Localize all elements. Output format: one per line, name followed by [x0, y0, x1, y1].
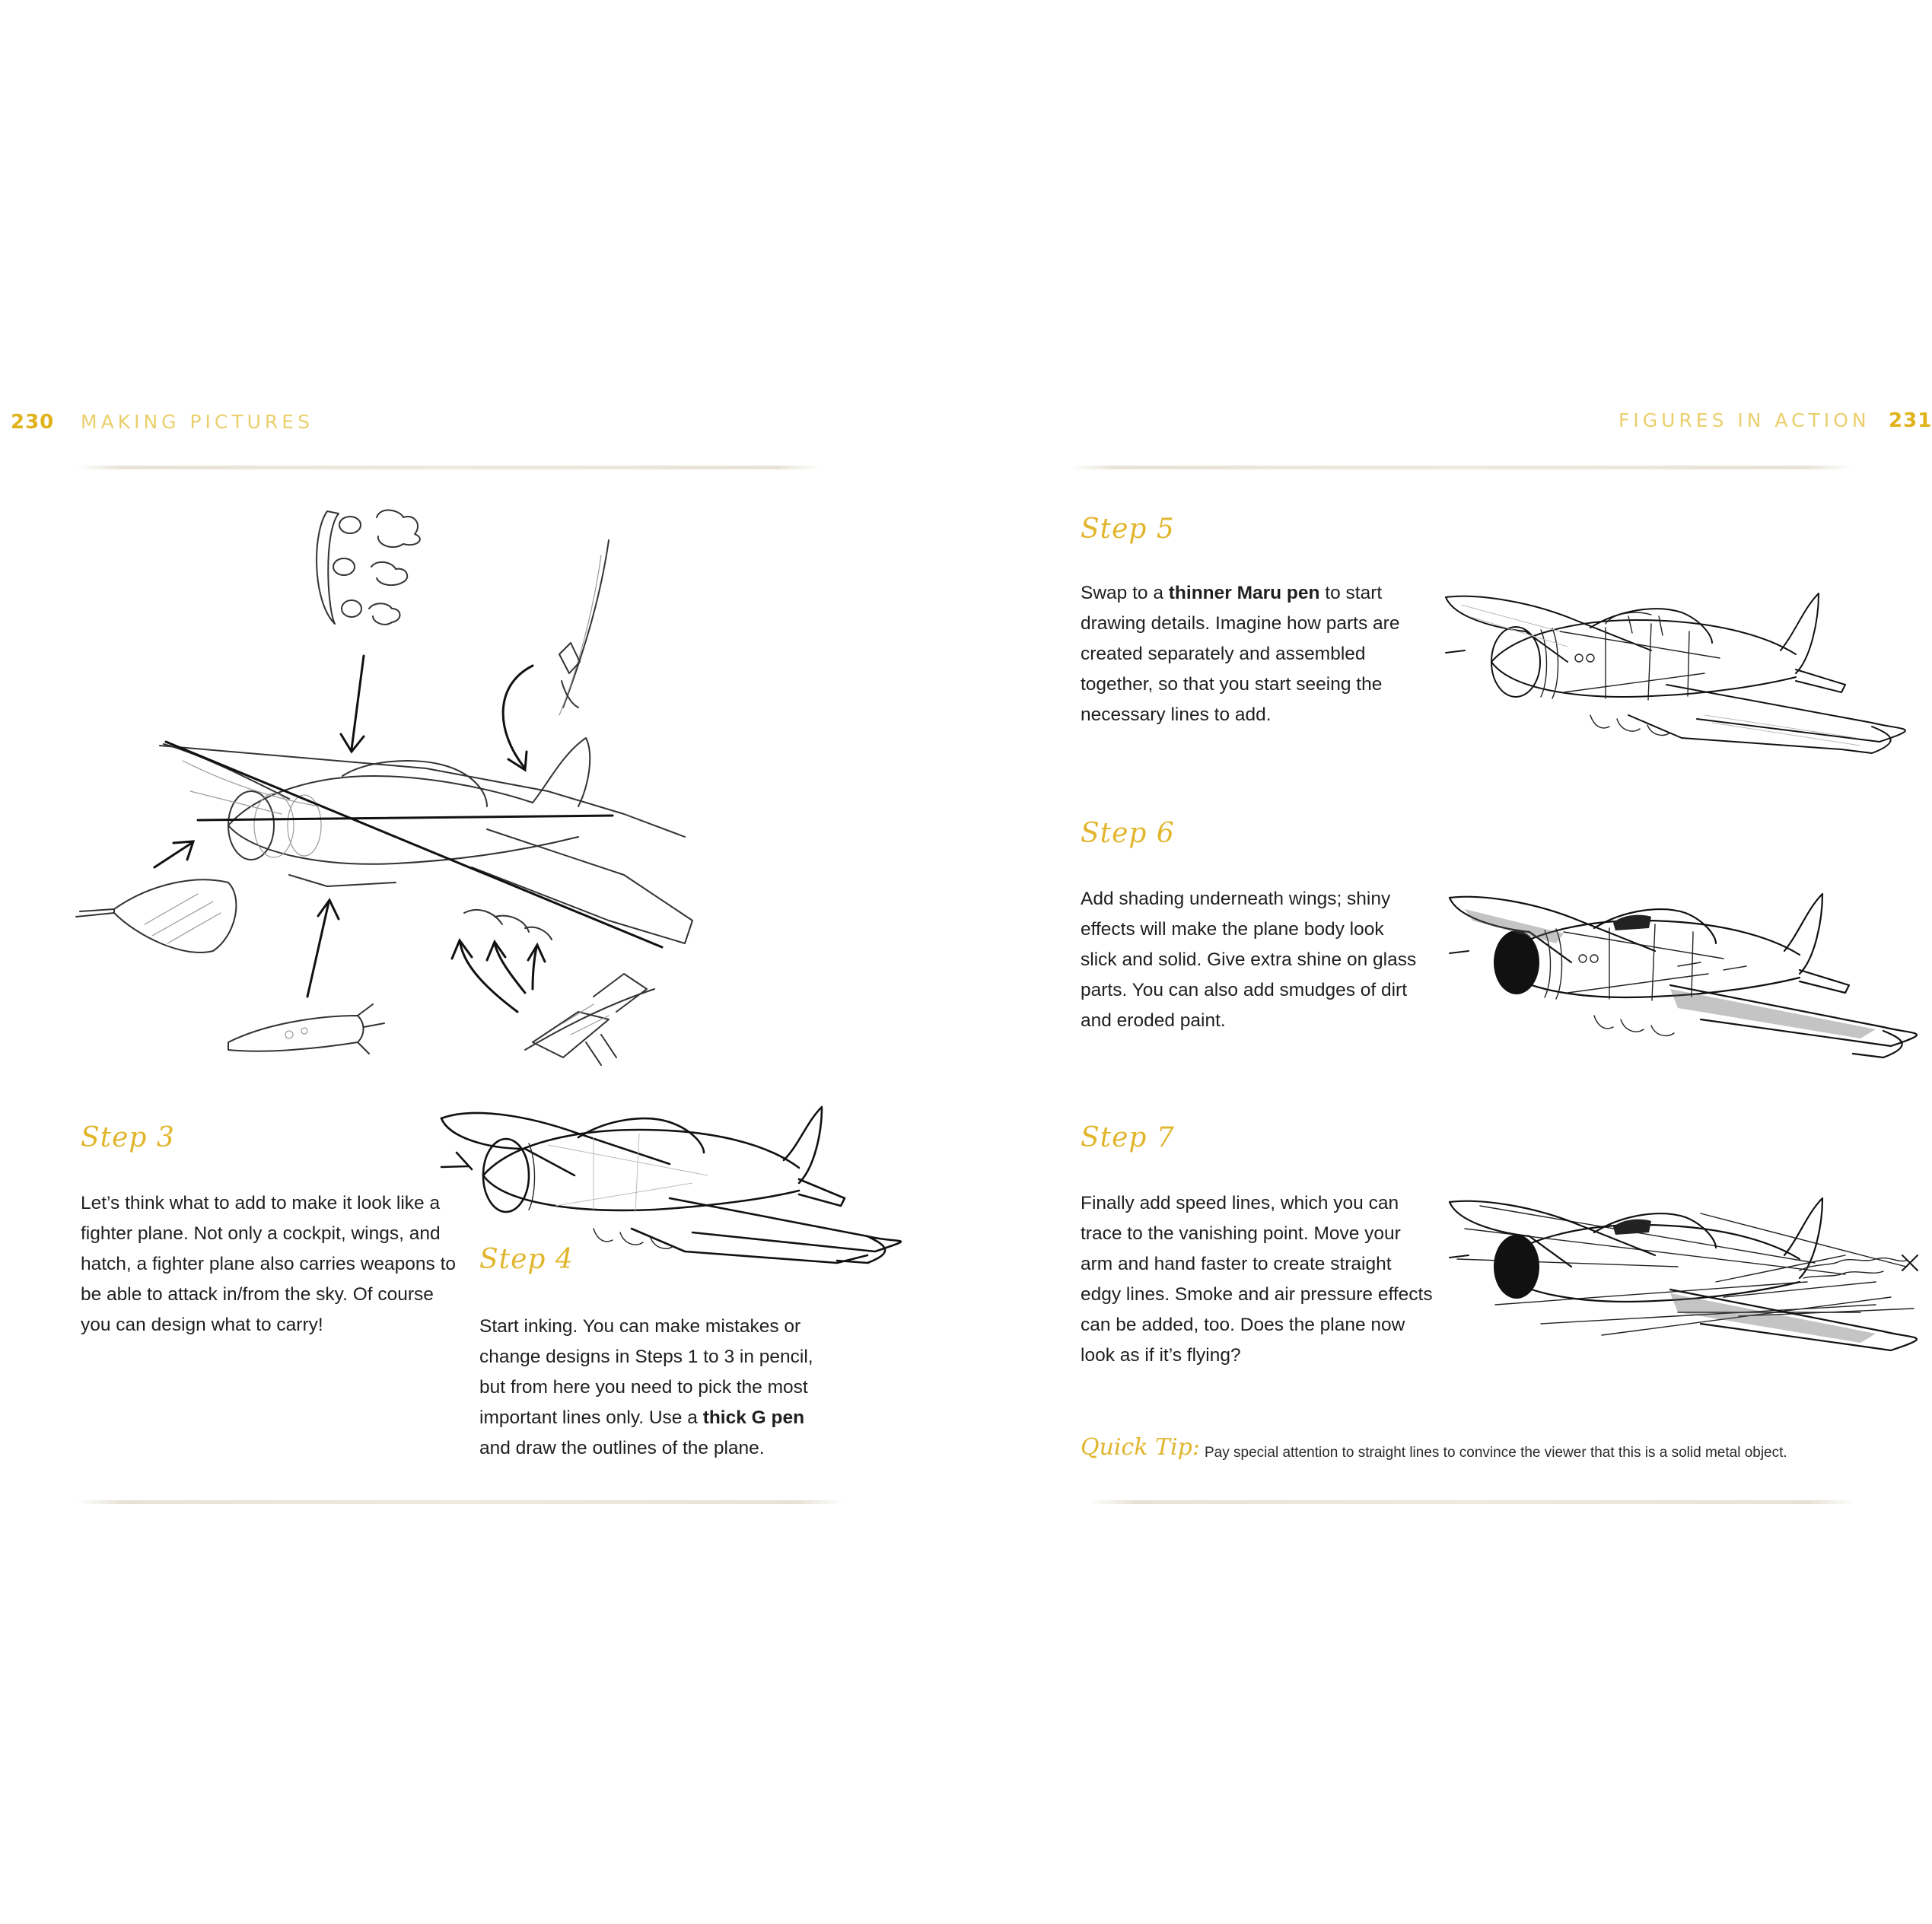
step4-line4-bold: thick G pen	[702, 1407, 805, 1428]
step3-line: you can design what to carry!	[81, 1315, 323, 1335]
step5-line1-post: to start	[1319, 583, 1383, 603]
step7-title: Step 7	[1081, 1122, 1175, 1153]
step4-line: change designs in Steps 1 to 3 in pencil,	[479, 1347, 813, 1367]
step7-line: arm and hand faster to create straight	[1081, 1254, 1392, 1274]
step3-line: Let’s think what to add to make it look like a	[81, 1193, 441, 1213]
step4-line: but from here you need to pick the most	[479, 1377, 808, 1398]
step6-line: and eroded paint.	[1081, 1010, 1226, 1031]
step3-line: hatch, a fighter plane also carries weapons to	[81, 1254, 457, 1274]
step7-line: look as if it’s flying?	[1081, 1345, 1241, 1366]
step7-line: edgy lines. Smoke and air pressure effects	[1081, 1284, 1433, 1305]
right-running-head: FIGURES IN ACTION	[1618, 409, 1870, 431]
left-running-head: MAKING PICTURES	[81, 411, 314, 433]
step4-line4-pre: important lines only. Use a	[479, 1407, 703, 1428]
step5-line: together, so that you start seeing the	[1081, 674, 1383, 695]
step6-line: Add shading underneath wings; shiny	[1081, 889, 1391, 909]
step5-line1-bold: thinner Maru pen	[1168, 583, 1320, 603]
step3-title: Step 3	[81, 1122, 175, 1153]
step7-line: trace to the vanishing point. Move your	[1081, 1223, 1401, 1244]
step4-line: Start inking. You can make mistakes or	[479, 1316, 801, 1337]
step4-title: Step 4	[479, 1244, 574, 1275]
step6-line: slick and solid. Give extra shine on glass	[1081, 949, 1417, 970]
step7-line: Finally add speed lines, which you can	[1081, 1193, 1399, 1213]
step5-line: drawing details. Imagine how parts are	[1081, 613, 1400, 634]
step6-line: parts. You can also add smudges of dirt	[1081, 980, 1408, 1000]
step5-line: created separately and assembled	[1081, 644, 1366, 664]
left-page-number: 230	[11, 411, 55, 434]
step6-title: Step 6	[1081, 818, 1175, 849]
step5-line: necessary lines to add.	[1081, 704, 1272, 725]
step7-line: can be added, too. Does the plane now	[1081, 1315, 1405, 1335]
quick-tip-text: Pay special attention to straight lines to convince the viewer that this is a solid metal object.	[1205, 1445, 1787, 1461]
quick-tip-label: Quick Tip:	[1081, 1434, 1200, 1461]
step5-title: Step 5	[1081, 514, 1175, 545]
step6-line: effects will make the plane body look	[1081, 919, 1384, 940]
right-page-number: 231	[1889, 409, 1932, 432]
step4-line: and draw the outlines of the plane.	[479, 1438, 765, 1458]
step3-line: be able to attack in/from the sky. Of course	[81, 1284, 434, 1305]
step5-line1-pre: Swap to a	[1081, 583, 1169, 603]
step3-line: fighter plane. Not only a cockpit, wings, and	[81, 1223, 441, 1244]
